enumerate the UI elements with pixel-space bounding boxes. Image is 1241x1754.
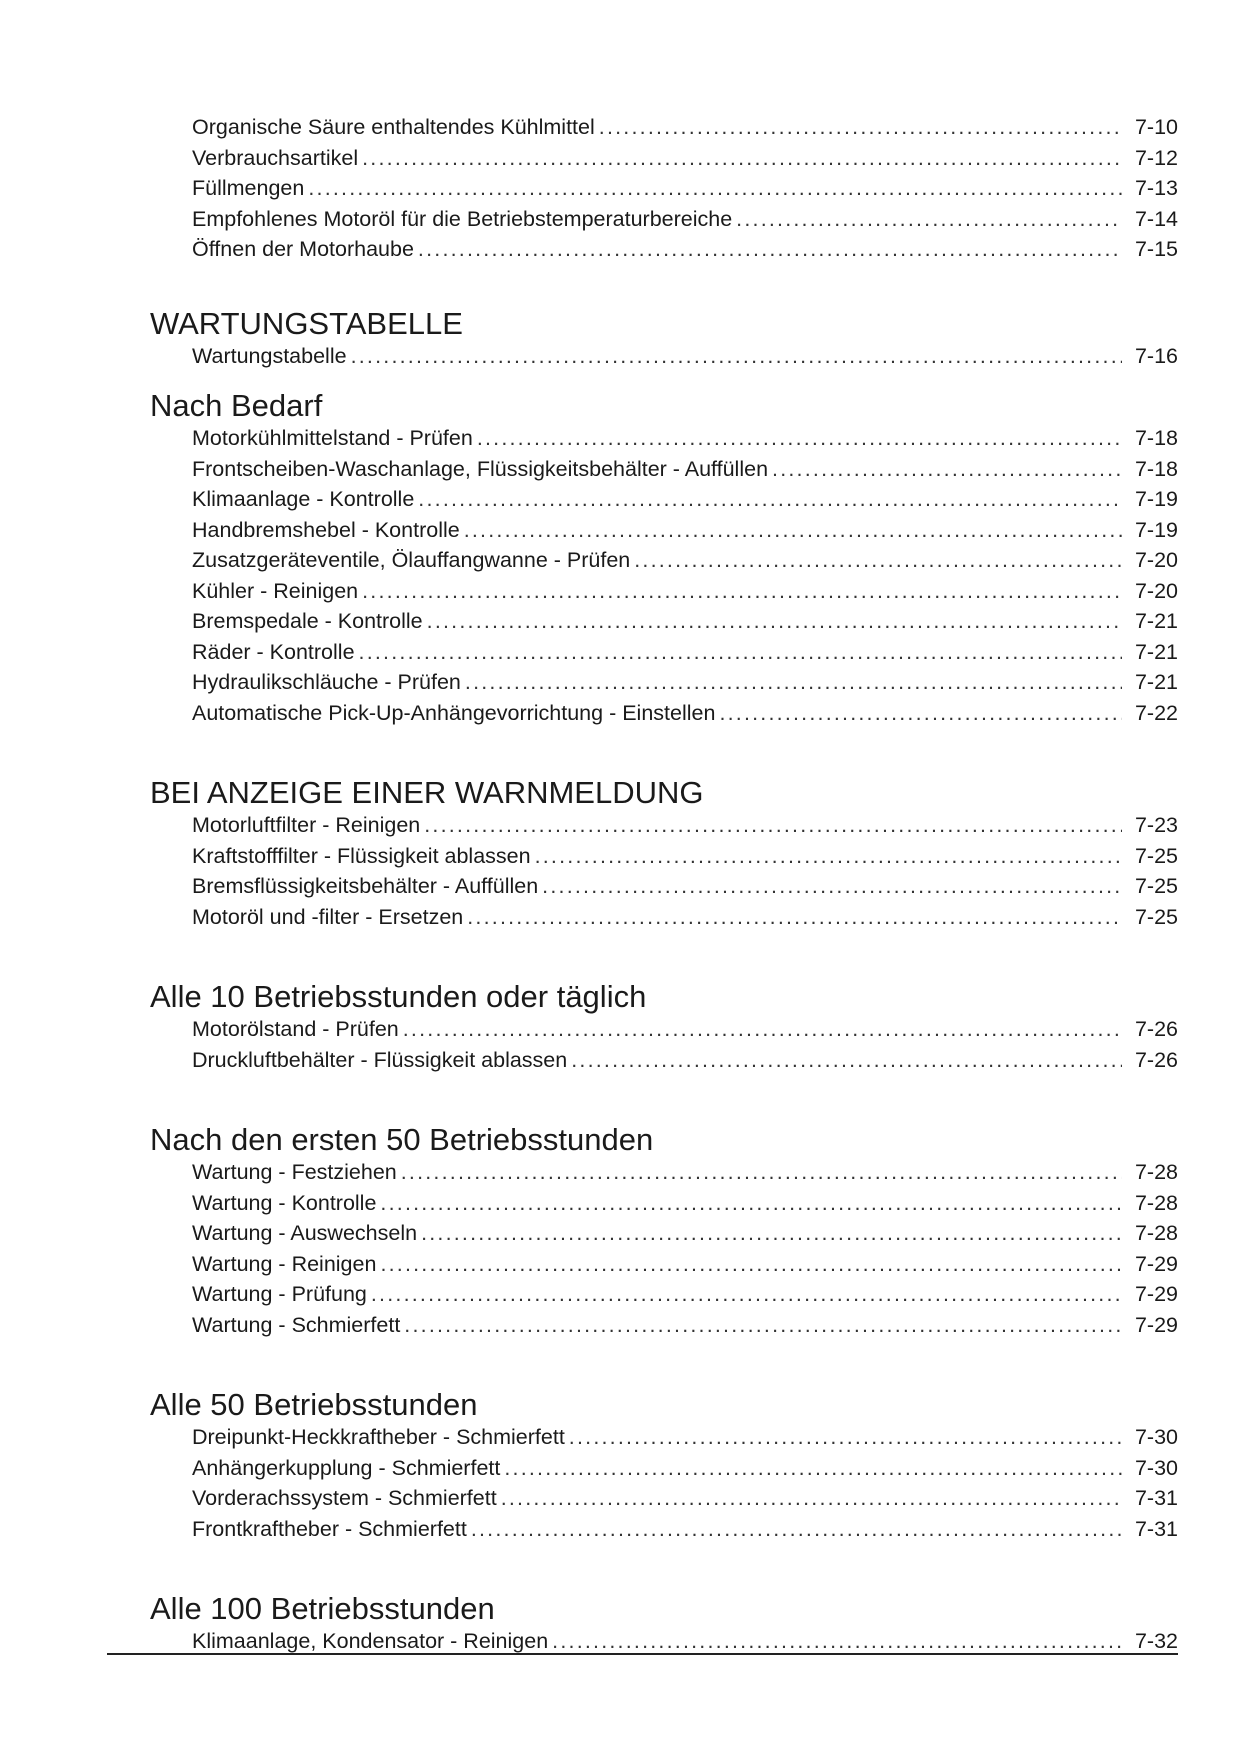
entry-title: Vorderachssystem - Schmierfett [192,1486,497,1510]
entry-title: Wartung - Schmierfett [192,1312,401,1337]
toc-entry[interactable] [192,545,1178,576]
leader-dots [371,1279,1122,1309]
entry-title: Automatische Pick-Up-Anhängevorrichtung - Einstellen [192,700,716,725]
toc-entry[interactable] [192,1249,1178,1280]
entry-title: Wartung - Reinigen [192,1251,377,1276]
entry-title: Motorölstand - Prüfen [192,1017,399,1041]
toc-entry[interactable] [192,841,1178,872]
leader-dots [362,143,1122,173]
leader-dots [736,204,1122,234]
toc-entry[interactable] [192,1626,1178,1657]
entry-title: Wartung - Auswechseln [192,1221,418,1245]
entry-page: 7-18 [1134,456,1178,481]
leader-dots [424,810,1122,840]
toc-entry[interactable] [192,1514,1178,1545]
entry-title: Wartung - Prüfung [192,1282,367,1306]
leader-dots [477,423,1122,453]
toc-section [150,307,1178,372]
leader-dots [362,576,1122,606]
entry-page: 7-16 [1134,343,1178,368]
leader-dots [421,1218,1122,1248]
entry-page: 7-31 [1134,1486,1178,1510]
leader-dots [418,484,1122,514]
section-heading: Alle 100 Betriebsstunden [150,1591,495,1626]
toc-entry[interactable] [192,810,1178,841]
toc-entry[interactable] [192,1422,1178,1453]
entry-page: 7-26 [1134,1017,1178,1041]
toc-entry[interactable] [192,1188,1178,1219]
table-of-contents [150,112,1178,1657]
toc-entry[interactable] [192,1453,1178,1484]
toc-entry[interactable] [192,234,1178,265]
entry-page: 7-26 [1134,1047,1178,1072]
leader-dots [380,1188,1122,1218]
entry-page: 7-29 [1134,1282,1178,1306]
entry-page: 7-25 [1134,874,1178,898]
toc-entry[interactable] [192,204,1178,235]
entry-title: Dreipunkt-Heckkraftheber - Schmierfett [192,1425,565,1449]
leader-dots [471,1514,1122,1544]
toc-entry[interactable] [192,698,1178,729]
entry-page: 7-28 [1134,1190,1178,1215]
toc-entry[interactable] [192,1014,1178,1045]
entry-title: Motorkühlmittelstand - Prüfen [192,426,473,450]
entry-page: 7-19 [1134,487,1178,511]
entry-title: Druckluftbehälter - Flüssigkeit ablassen [192,1047,568,1072]
entry-title: Bremspedale - Kontrolle [192,609,423,633]
leader-dots [404,1310,1122,1340]
entry-title: Öffnen der Motorhaube [192,237,414,261]
leader-dots [719,698,1122,728]
entry-title: Frontscheiben-Waschanlage, Flüssigkeitsbehälter - Auffüllen [192,456,769,481]
entry-page: 7-28 [1134,1221,1178,1245]
leader-dots [552,1626,1122,1656]
leader-dots [599,112,1122,142]
toc-section [150,980,1178,1075]
toc-section [150,776,1178,932]
entry-title: Wartungstabelle [192,343,347,368]
toc-entry[interactable] [192,1157,1178,1188]
entry-page: 7-20 [1134,578,1178,603]
entry-title: Wartung - Festziehen [192,1160,397,1184]
leader-dots [464,515,1122,545]
toc-entry[interactable] [192,143,1178,174]
toc-entry[interactable] [192,1310,1178,1341]
entry-title: Verbrauchsartikel [192,145,359,170]
entry-title: Füllmengen [192,176,305,200]
entry-page: 7-22 [1134,700,1178,725]
entry-title: Kraftstofffilter - Flüssigkeit ablassen [192,843,531,868]
toc-entry[interactable] [192,341,1178,372]
section-heading: WARTUNGSTABELLE [150,305,463,341]
leader-dots [465,667,1122,697]
toc-entry[interactable] [192,1218,1178,1249]
entry-title: Empfohlenes Motoröl für die Betriebstemperaturbereiche [192,206,733,231]
section-heading: Nach Bedarf [150,388,323,423]
toc-entry[interactable] [192,423,1178,454]
toc-entry[interactable] [192,871,1178,902]
leader-dots [569,1422,1122,1452]
footer-divider [107,1653,1178,1655]
entry-page: 7-14 [1134,206,1178,231]
entry-page: 7-10 [1134,115,1178,139]
entry-title: Zusatzgeräteventile, Ölauffangwanne - Prüfen [192,548,631,572]
entry-title: Motoröl und -filter - Ersetzen [192,904,464,929]
toc-section [150,112,1178,265]
toc-entry[interactable] [192,667,1178,698]
section-heading: BEI ANZEIGE EINER WARNMELDUNG [150,775,704,810]
leader-dots [772,454,1122,484]
entry-page: 7-25 [1134,843,1178,868]
entry-page: 7-25 [1134,904,1178,929]
entry-page: 7-12 [1134,145,1178,170]
entry-title: Klimaanlage, Kondensator - Reinigen [192,1629,549,1653]
leader-dots [308,173,1122,203]
toc-entry[interactable] [192,902,1178,933]
entry-title: Kühler - Reinigen [192,578,359,603]
toc-entry[interactable] [192,173,1178,204]
toc-entry[interactable] [192,515,1178,546]
toc-entry[interactable] [192,1483,1178,1514]
leader-dots [401,1157,1122,1187]
toc-entry[interactable] [192,1045,1178,1076]
toc-entry[interactable] [192,1279,1178,1310]
entry-page: 7-32 [1134,1629,1178,1653]
entry-page: 7-20 [1134,548,1178,572]
entry-page: 7-19 [1134,517,1178,542]
toc-entry[interactable] [192,637,1178,668]
toc-section [150,1592,1178,1657]
toc-entry[interactable] [192,112,1178,143]
toc-section [150,1123,1178,1340]
leader-dots [634,545,1122,575]
leader-dots [351,341,1122,371]
entry-page: 7-29 [1134,1251,1178,1276]
entry-page: 7-21 [1134,670,1178,694]
entry-title: Klimaanlage - Kontrolle [192,487,415,511]
toc-entry[interactable] [192,606,1178,637]
leader-dots [403,1014,1122,1044]
entry-page: 7-21 [1134,609,1178,633]
entry-page: 7-23 [1134,813,1178,837]
entry-page: 7-30 [1134,1425,1178,1449]
section-heading: Alle 10 Betriebsstunden oder täglich [150,979,647,1014]
toc-entry[interactable] [192,454,1178,485]
entry-page: 7-28 [1134,1160,1178,1184]
toc-entry[interactable] [192,576,1178,607]
leader-dots [380,1249,1122,1279]
entry-title: Bremsflüssigkeitsbehälter - Auffüllen [192,874,539,898]
entry-page: 7-21 [1134,639,1178,664]
entry-page: 7-18 [1134,426,1178,450]
entry-title: Organische Säure enthaltendes Kühlmittel [192,115,595,139]
entry-title: Frontkraftheber - Schmierfett [192,1516,467,1541]
entry-title: Hydraulikschläuche - Prüfen [192,670,461,694]
leader-dots [535,841,1122,871]
entry-page: 7-31 [1134,1516,1178,1541]
section-heading: Alle 50 Betriebsstunden [150,1387,478,1422]
leader-dots [504,1453,1122,1483]
entry-title: Handbremshebel - Kontrolle [192,517,460,542]
entry-title: Motorluftfilter - Reinigen [192,813,421,837]
leader-dots [467,902,1122,932]
leader-dots [418,234,1122,264]
toc-entry[interactable] [192,484,1178,515]
entry-page: 7-29 [1134,1312,1178,1337]
entry-page: 7-15 [1134,237,1178,261]
entry-title: Anhängerkupplung - Schmierfett [192,1455,501,1480]
entry-page: 7-30 [1134,1455,1178,1480]
leader-dots [501,1483,1122,1513]
entry-title: Räder - Kontrolle [192,639,355,664]
entry-title: Wartung - Kontrolle [192,1190,377,1215]
leader-dots [571,1045,1122,1075]
toc-section [150,1388,1178,1544]
entry-page: 7-13 [1134,176,1178,200]
toc-section [150,389,1178,728]
section-heading: Nach den ersten 50 Betriebsstunden [150,1122,654,1157]
leader-dots [427,606,1122,636]
leader-dots [542,871,1122,901]
leader-dots [359,637,1122,667]
